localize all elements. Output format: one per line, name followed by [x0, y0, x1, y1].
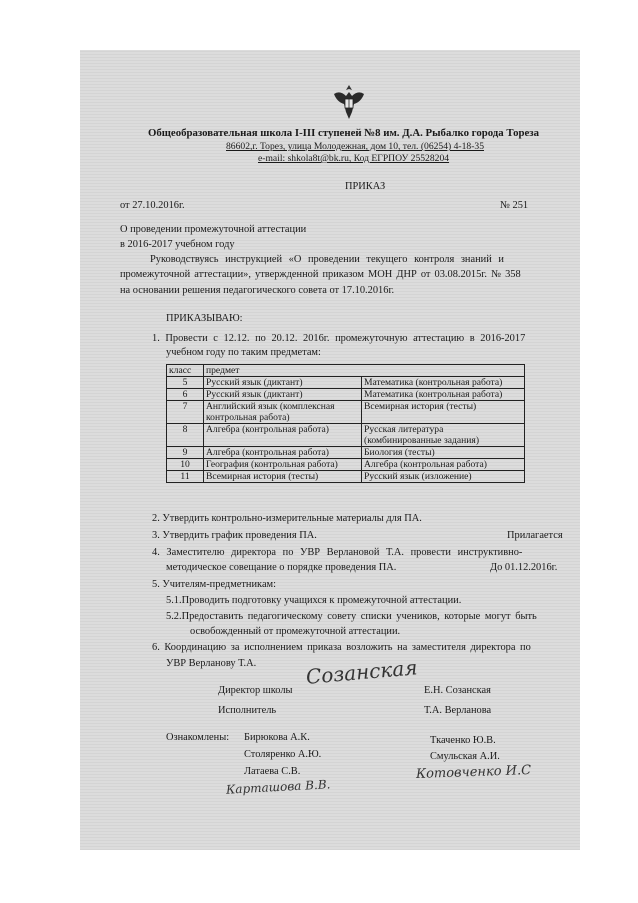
table-cell	[204, 401, 362, 424]
table-cell: Биология (тесты)	[362, 447, 525, 459]
item-4-2: методическое совещание о порядке проведения ПА.	[166, 562, 397, 573]
table-cell: 8	[167, 424, 204, 447]
order-title: ПРИКАЗ	[345, 181, 386, 192]
table-cell: 11	[167, 471, 204, 483]
staff-name: Смульская А.И.	[430, 751, 500, 762]
staff-name: Бирюкова А.К.	[244, 732, 310, 743]
order-subject: О проведении промежуточной аттестации	[120, 224, 307, 235]
table-row	[167, 424, 525, 447]
table-row	[167, 459, 525, 471]
order-subject-2: в 2016-2017 учебном году	[120, 239, 235, 250]
item-5-2: 5.2.Предоставить педагогическому совету списки учеников, которые могут быть	[166, 611, 537, 622]
item-3: 3. Утвердить график проведения ПА.	[152, 530, 317, 541]
table-cell: 5	[167, 377, 204, 389]
table-cell: География (контрольная работа)	[204, 459, 362, 471]
executor-name: Т.А. Верланова	[424, 705, 492, 716]
item-4: 4. Заместителю директора по УВР Верлановой Т.А. провести инструктивно-	[152, 547, 523, 558]
acquainted-label: Ознакомлены:	[166, 732, 230, 743]
table-cell: Русский язык (изложение)	[362, 471, 525, 483]
staff-name: Латаева С.В.	[244, 766, 301, 777]
preamble-2: промежуточной аттестации», утвержденной приказом МОН ДНР от 03.08.2015г. № 358	[120, 269, 521, 280]
item-6-2: УВР Верланову Т.А.	[166, 658, 257, 669]
table-cell: Всемирная история (тесты)	[204, 471, 362, 483]
table-header-subject: предмет	[204, 365, 525, 377]
order-number: № 251	[500, 200, 529, 211]
table-cell: Алгебра (контрольная работа)	[204, 447, 362, 459]
director-name: Е.Н. Созанская	[424, 685, 491, 696]
item-5: 5. Учителям-предметникам:	[152, 579, 277, 590]
table-cell: 9	[167, 447, 204, 459]
preamble-3: на основании решения педагогического совета от 17.10.2016г.	[120, 285, 395, 296]
table-cell: Русский язык (диктант)	[204, 389, 362, 401]
handwritten-name: Карташова В.В.	[225, 777, 331, 797]
item-6: 6. Координацию за исполнением приказа возложить на заместителя директора по	[152, 642, 531, 653]
item-5-2-2: освобожденный от промежуточной аттестации.	[190, 626, 401, 637]
item-4-note: До 01.12.2016г.	[490, 562, 558, 573]
table-cell-line: Русская литература	[364, 424, 444, 435]
item-5-1: 5.1.Проводить подготовку учащихся к промежуточной аттестации.	[166, 595, 462, 606]
item-3-note: Прилагается	[507, 530, 563, 541]
item-1: 1. Провести с 12.12. по 20.12. 2016г. промежуточную аттестацию в 2016-2017	[152, 333, 526, 344]
table-cell: Математика (контрольная работа)	[362, 389, 525, 401]
staff-name: Столяренко А.Ю.	[244, 749, 322, 760]
table-cell-line: Английский язык (комплексная	[206, 401, 335, 412]
order-word: ПРИКАЗЫВАЮ:	[166, 313, 243, 324]
table-cell: Математика (контрольная работа)	[362, 377, 525, 389]
table-header-row	[167, 365, 525, 377]
preamble: Руководствуясь инструкцией «О проведении текущего контроля знаний и	[150, 254, 504, 265]
coat-of-arms-icon	[328, 82, 370, 124]
table-row	[167, 389, 525, 401]
executor-label: Исполнитель	[218, 705, 277, 716]
director-signature: Созанская	[305, 655, 419, 689]
table-cell: 10	[167, 459, 204, 471]
school-address: 86602,г. Торез, улица Молодежная, дом 10, тел. (06254) 4-18-35	[226, 141, 484, 152]
handwritten-name: Котовченко И.С	[415, 762, 532, 783]
table-cell: 6	[167, 389, 204, 401]
item-2: 2. Утвердить контрольно-измерительные материалы для ПА.	[152, 513, 422, 524]
table-cell: 7	[167, 401, 204, 424]
table-row	[167, 471, 525, 483]
item-1-2: учебном году по таким предметам:	[166, 347, 321, 358]
director-label: Директор школы	[218, 685, 293, 696]
table-cell-line: (комбинированные задания)	[364, 435, 480, 446]
table-row	[167, 447, 525, 459]
table-header-class: класс	[167, 365, 204, 377]
table-row	[167, 377, 525, 389]
order-date: от 27.10.2016г.	[120, 200, 185, 211]
table-row	[167, 401, 525, 424]
staff-name: Ткаченко Ю.В.	[430, 735, 496, 746]
school-name: Общеобразовательная школа I-III ступеней №8 им. Д.А. Рыбалко города Тореза	[148, 127, 540, 139]
table-cell: Алгебра (контрольная работа)	[362, 459, 525, 471]
table-cell-line: контрольная работа)	[206, 412, 290, 423]
subjects-table	[166, 364, 525, 483]
table-cell: Всемирная история (тесты)	[362, 401, 525, 424]
table-cell	[362, 424, 525, 447]
school-contacts: e-mail: shkola8t@bk.ru, Код ЕГРПОУ 25528204	[258, 153, 450, 164]
table-cell: Алгебра (контрольная работа)	[204, 424, 362, 447]
table-cell: Русский язык (диктант)	[204, 377, 362, 389]
